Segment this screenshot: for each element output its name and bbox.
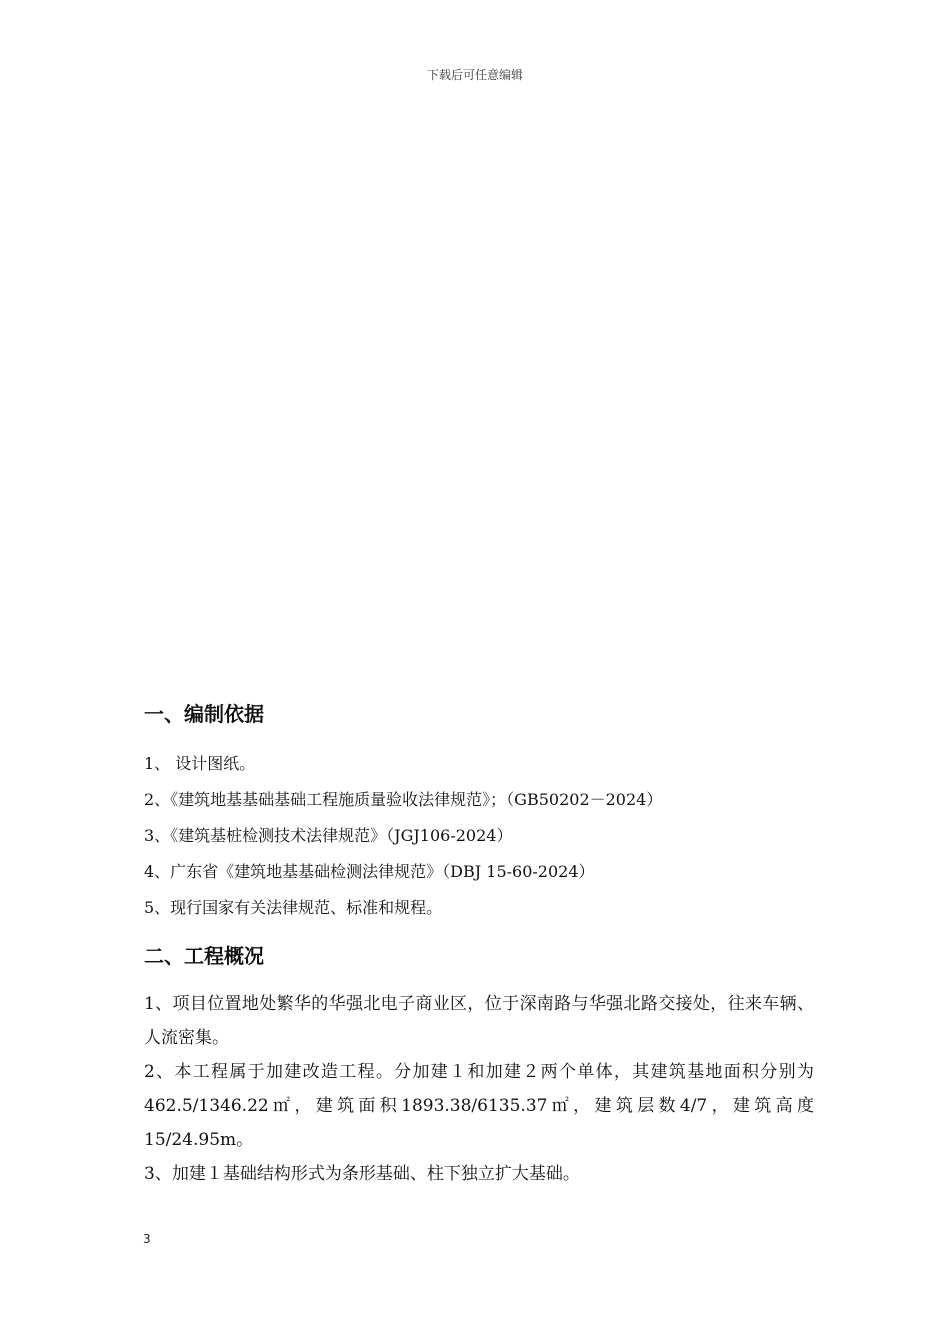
- paragraph: 2、本工程属于加建改造工程。分加建１和加建２两个单体，其建筑基地面积分别为462.5/1346.22㎡，建筑面积1893.38/6135.37㎡，建筑层数4/7，建筑高度15/24.95m。: [144, 1062, 814, 1150]
- basis-item-5: [144, 896, 814, 920]
- header-note: 下载后可任意编辑: [426, 68, 523, 82]
- page-number: 3: [143, 1232, 151, 1246]
- section-project-overview: [144, 942, 814, 970]
- basis-item-2: [144, 788, 814, 812]
- list-item: 1、 设计图纸。: [144, 754, 256, 773]
- section-heading: 二、工程概况: [144, 944, 264, 968]
- paragraph: 1、项目位置地处繁华的华强北电子商业区，位于深南路与华强北路交接处，往来车辆、人流密集。: [144, 994, 814, 1048]
- list-item: 2、《建筑地基基础基础工程施质量验收法律规范》；（GB50202－2024）: [144, 790, 663, 809]
- list-item: 3、《建筑基桩检测技术法律规范》（JGJ106-2024）: [144, 826, 513, 845]
- basis-item-3: [144, 824, 814, 848]
- list-item: 5、现行国家有关法律规范、标准和规程。: [144, 898, 443, 917]
- basis-item-1: [144, 752, 814, 776]
- section-compilation-basis: [144, 700, 814, 728]
- overview-body: [144, 987, 814, 1191]
- paragraph: 3、加建１基础结构形式为条形基础、柱下独立扩大基础。: [144, 1164, 580, 1184]
- basis-item-4: [144, 860, 814, 884]
- section-heading: 一、编制依据: [144, 702, 264, 726]
- list-item: 4、广东省《建筑地基基础检测法律规范》（DBJ 15-60-2024）: [144, 862, 595, 881]
